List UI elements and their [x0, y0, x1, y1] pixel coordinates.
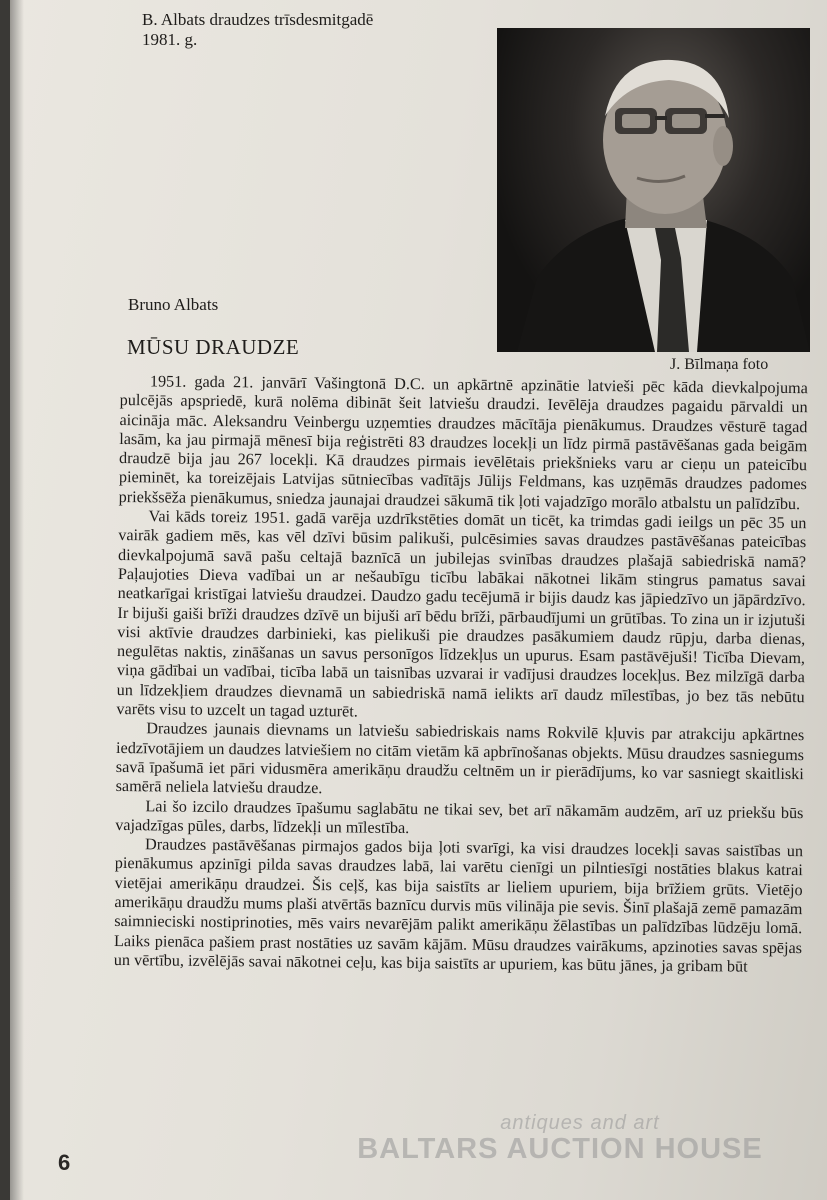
photo-caption [142, 10, 373, 50]
paragraph: Draudzes jaunais dievnams un latviešu sabiedriskais nams Rokvilē kļuvis par atrakciju apkārtnes iedzīvotājiem un daudzes latviešiem no citām vietām kā apbrīnošanas objekts. Mūsu draudzes sasniegums savā īpašumā iet pāri vidusmēra amerikāņu draudžu celtnēm un ir pierādījums, ko var sasniegt skaitliski samērā neliela latviešu draudze. [115, 719, 805, 798]
photo-credit: J. Bīlmaņa foto [670, 356, 769, 373]
watermark [350, 1112, 770, 1166]
paragraph: Vai kāds toreiz 1951. gadā varēja uzdrīkstēties domāt un ticēt, ka trimdas gadi ieilgs un pēc 35 un vairāk gadiem mēs, kas vēl dzīvi būsim palikuši, pulcēsimies savas draudzes pastāvēšanas pateicības dievkalpojumā savā pašu celtajā baznīcā un jubilejas svinības draudzes plašajā sabiedriskā namā? Paļaujoties Dieva vadībai un ar nešaubīgu ticību labākai nākotnei likām stingrus pamatus savai neatkarīgai kristīgai latviešu draudzei. Daudzo gadu tecējumā ir bijis daudz kas jāpiedzīvo un jāpārdzīvo. Ir bijuši gaiši brīži draudzes dzīvē un bijuši arī bēdu brīži, pārbaudījumi un grūtības. To zina un ir izjutuši visi aktīvie draudzes darbinieki, kas pielikuši pie draudzes pasākumiem daudz rūpju, darba dienas, negulētas naktis, zināšanas un savus personīgos līdzekļus un upurus. Esam pastāvējuši! Ticība Dievam, viņa gādībai un vadībai, ticība labā un taisnības uzvarai ir vadījusi draudzes locekļus. Bez milzīgā darba un līdzekļiem draudzes dievnamā un sabiedriskā namā ielikts arī daudz mīlestības, jo bez tās nebūtu varēts visu to uzcelt un tagad uzturēt. [116, 507, 807, 721]
watermark-line-2: BALTARS AUCTION HOUSE [357, 1133, 763, 1165]
portrait-photo [497, 28, 810, 352]
watermark-line-1: antiques and art [500, 1112, 660, 1134]
paragraph: Draudzes pastāvēšanas pirmajos gados bija ļoti svarīgi, ka visi draudzes locekļi savas saistības un pienākumus apzinīgi pilda savas draudzes labā, lai varētu cienīgi un pilntiesīgi nostāties blakus katrai vietējai amerikāņu draudzei. Šis ceļš, kas bija saistīts ar lieliem upuriem, bija brīžiem grūts. Vietējo amerikāņu draudžu mums plaši atvērtās baznīcu durvis mūs vilināja pie sevis. Šinī plašajā zemē pamazām saimnieciski nostiprinoties, mēs vairs nevarējām palikt amerikāņu žēlastības un palīdzības lūdzēju lomā. Laiks pienāca pašiem prast nostāties uz savām kājām. Mūsu draudzes vairākums, apzinoties savas spējas un vērtību, izvēlējās savai nākotnei ceļu, kas bija saistīts ar upuriem, kas būtu jānes, ja gribam būt [113, 835, 804, 976]
book-page [10, 0, 827, 1200]
article-title: MŪSU DRAUDZE [127, 335, 300, 359]
page-edge-shadow [10, 0, 24, 1200]
paragraph: Lai šo izcilo draudzes īpašumu saglabātu ne tikai sev, bet arī nākamām audzēm, arī uz priekšu būs vajadzīgas pūles, darbs, līdzekļi un mīlestība. [115, 796, 804, 837]
author-name: Bruno Albats [128, 295, 219, 314]
photo-caption-line-2: 1981. g. [142, 30, 198, 49]
article-body [114, 372, 808, 977]
page-number: 6 [58, 1150, 71, 1175]
photo-caption-line-1: B. Albats draudzes trīsdesmitgadē [142, 10, 374, 29]
paragraph: 1951. gada 21. janvārī Vašingtonā D.C. un apkārtnē apzinātie latvieši pēc kāda dievkalpojuma pulcējās apspriedē, kurā nolēma dibināt šeit latviešu draudzi. Ievēlēja draudzes pagaidu pārvaldi un aicināja māc. Aleksandru Veinbergu uzņemties draudzes mācītāja pienākumus. Draudzes vēsturē tagad lasām, ka jau pirmajā mēnesī bija reģistrēti 83 draudzes locekļi un līdz pirmā pastāvēšanas gada beigām draudzē bija jau 267 locekļi. Kā draudzes pirmais ievēlētais priekšnieks varu ar cieņu un pateicību pieminēt, ka toreizējais Latvijas sūtniecības vadītājs Jūlijs Feldmans, kas uzņēmās draudzes padomes priekšsēža pienākumus, sniedza jaunajai draudzei sākumā tik ļoti vajadzīgo morālo atbalstu un palīdzību. [118, 372, 808, 513]
